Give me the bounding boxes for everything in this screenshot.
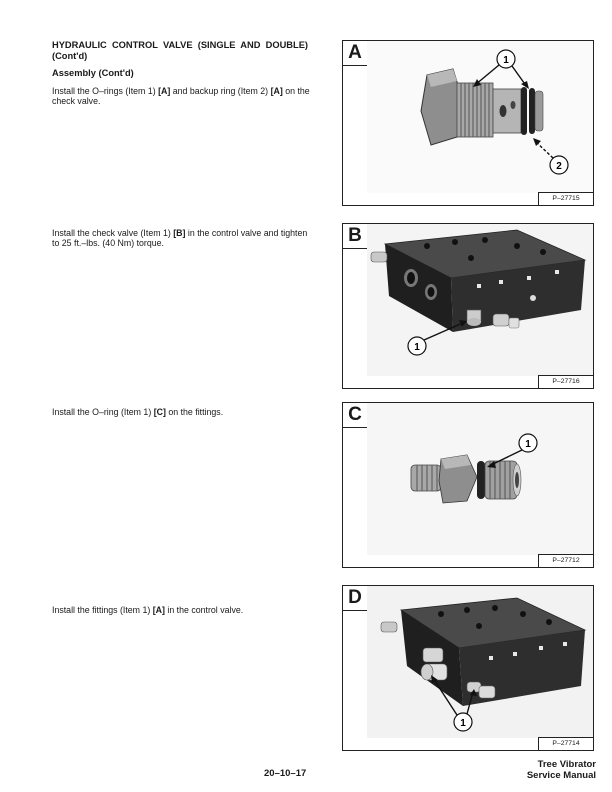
- figure-b: [342, 223, 594, 389]
- figure-c-code: P–27712: [538, 554, 593, 567]
- figure-a-letter: A: [343, 41, 368, 66]
- figure-a-photo: [367, 41, 593, 193]
- figure-c-letter: C: [343, 403, 368, 428]
- figure-b-code: P–27716: [538, 375, 593, 388]
- figure-d-callout-1: 1: [460, 718, 466, 729]
- figure-a-callout-1: 1: [503, 55, 509, 66]
- manual-title: [527, 760, 596, 781]
- step-text-1: Install the O–rings (Item 1) [A] and backup ring (Item 2) [A] on the check valve.: [52, 86, 310, 107]
- figure-c: [342, 402, 594, 568]
- manual-title-line-1: Tree Vibrator: [537, 759, 596, 770]
- figure-b-callout-1: 1: [414, 342, 420, 353]
- figure-a: [342, 40, 594, 206]
- figure-b-letter: B: [343, 224, 368, 249]
- figure-d: [342, 585, 594, 751]
- figure-a-code: P–27715: [538, 192, 593, 205]
- figure-d-letter: D: [343, 586, 368, 611]
- manual-title-line-2: Service Manual: [526, 769, 596, 781]
- section-subtitle: Assembly (Cont'd): [52, 68, 134, 78]
- figure-a-callout-2: 2: [556, 161, 562, 172]
- figure-d-photo: [367, 586, 593, 738]
- figure-c-photo: [367, 403, 593, 555]
- figure-b-photo: [367, 224, 593, 376]
- figure-c-callout-1: 1: [525, 439, 531, 450]
- step-text-3: Install the O–ring (Item 1) [C] on the fittings.: [52, 407, 224, 417]
- step-text-2: Install the check valve (Item 1) [B] in the control valve and tighten to 25 ft.–lbs. (40 Nm) torque.: [52, 228, 308, 249]
- step-text-4: Install the fittings (Item 1) [A] in the control valve.: [52, 605, 244, 615]
- section-title: HYDRAULIC CONTROL VALVE (SINGLE AND DOUBLE) (Cont'd): [52, 40, 308, 61]
- page-number: 20–10–17: [264, 768, 307, 779]
- figure-d-code: P–27714: [538, 737, 593, 750]
